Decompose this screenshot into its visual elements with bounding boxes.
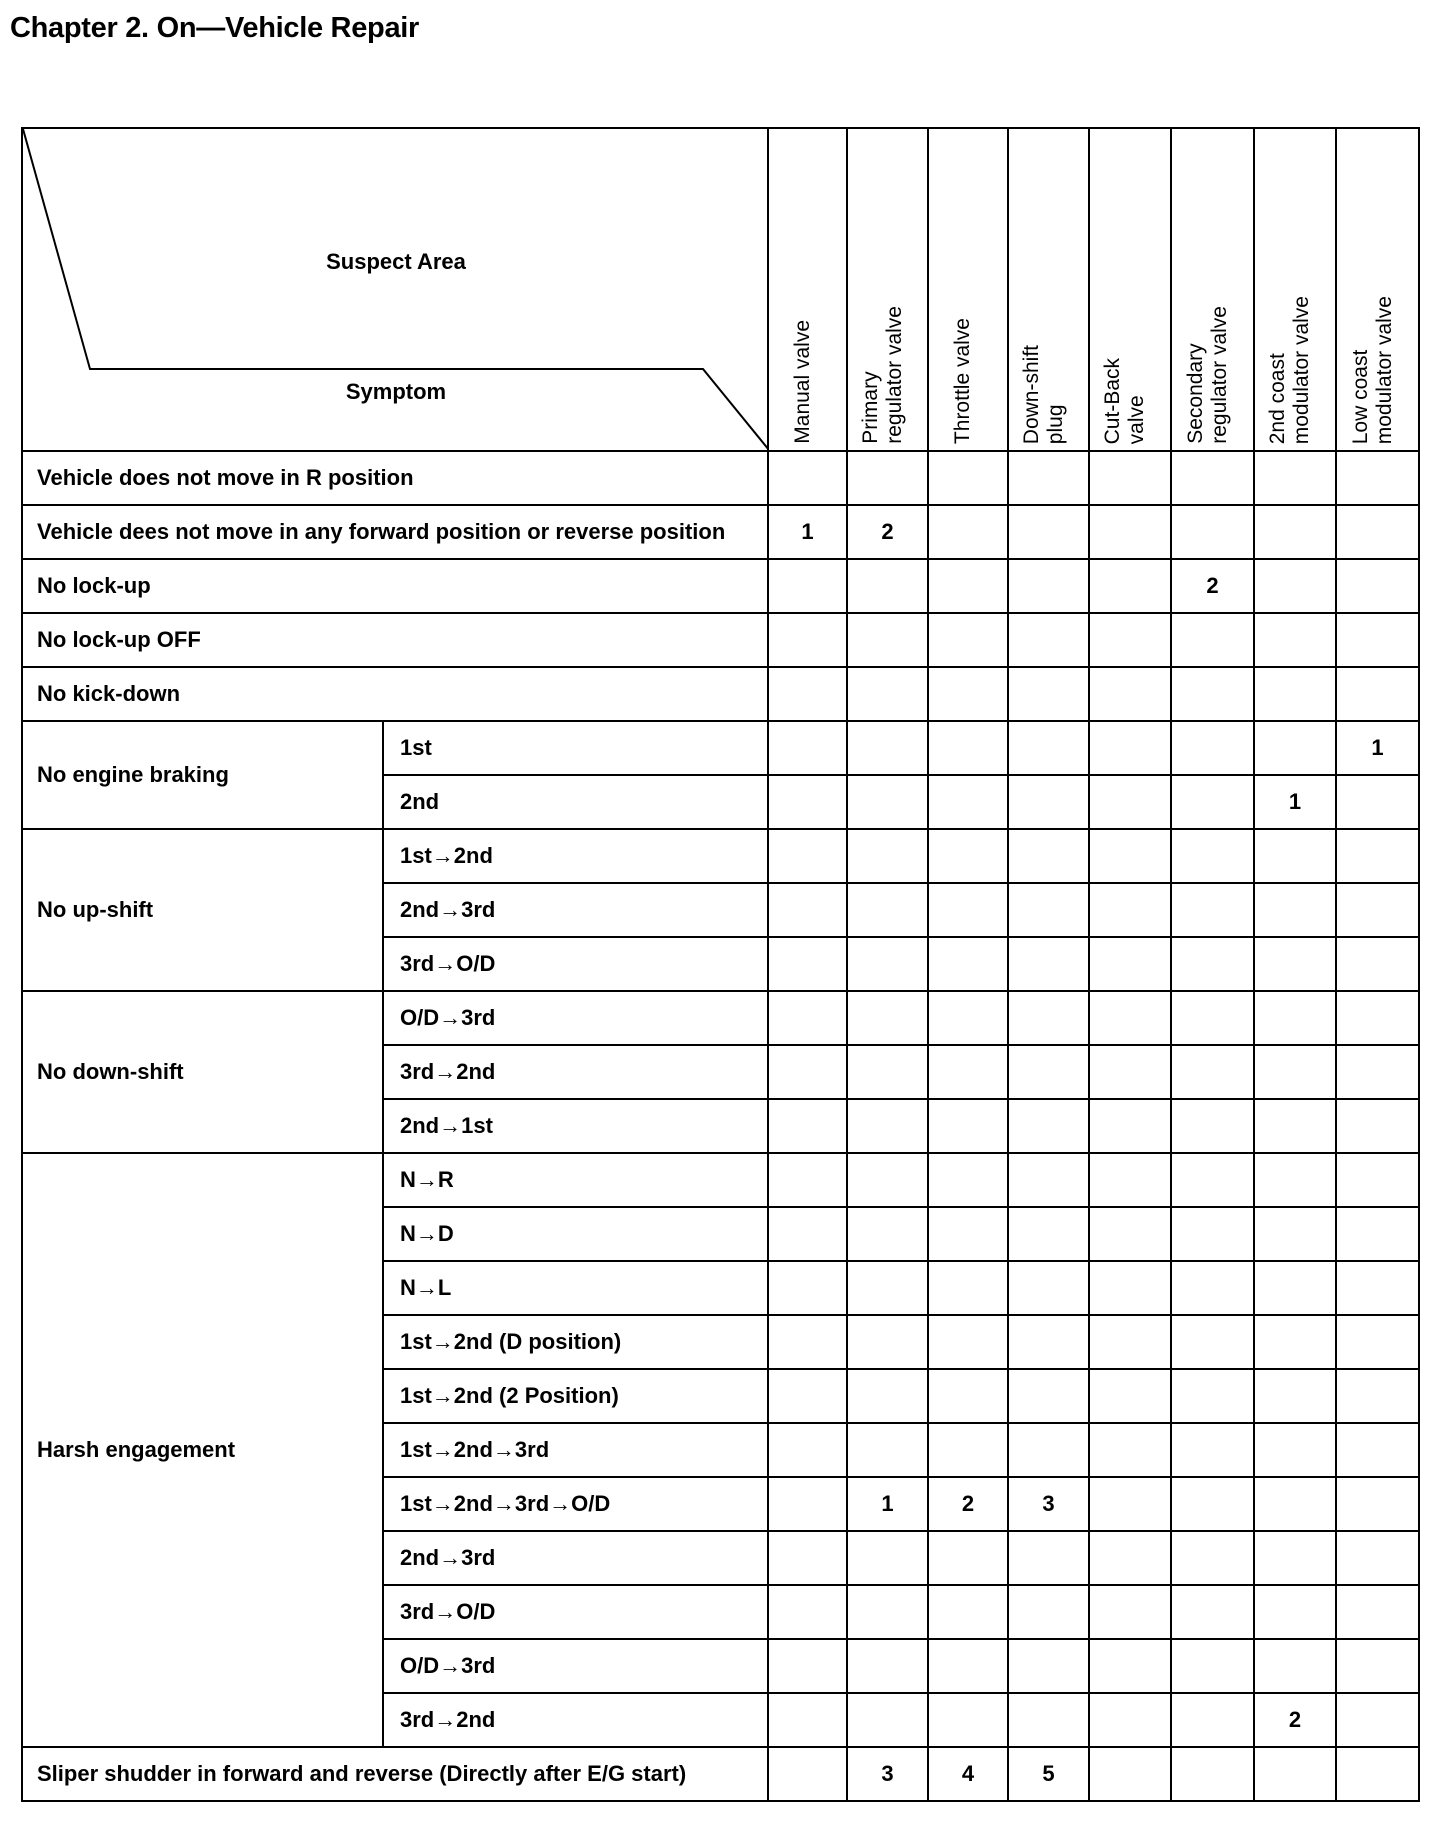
column-header-label: Down-shift plug (1019, 344, 1067, 444)
column-header-label: Secondary regulator valve (1183, 306, 1231, 444)
priority-cell (1008, 1369, 1089, 1423)
column-header (1171, 128, 1254, 451)
priority-cell (1336, 1207, 1419, 1261)
priority-cell (1336, 1315, 1419, 1369)
priority-cell (1171, 1423, 1254, 1477)
priority-cell (1254, 505, 1336, 559)
symptom-label: Symptom (345, 379, 447, 404)
priority-cell (1089, 1207, 1171, 1261)
column-header (1336, 128, 1419, 451)
condition-cell: N→R (383, 1153, 768, 1207)
priority-cell (1171, 1747, 1254, 1801)
priority-cell (1336, 1045, 1419, 1099)
priority-cell (1336, 1153, 1419, 1207)
priority-cell (1008, 937, 1089, 991)
priority-cell (1336, 1747, 1419, 1801)
priority-cell (768, 1045, 847, 1099)
priority-cell (1008, 991, 1089, 1045)
priority-cell (847, 1099, 928, 1153)
priority-cell (1089, 1693, 1171, 1747)
priority-cell: 4 (928, 1747, 1008, 1801)
table-row (22, 559, 1419, 613)
priority-cell (1336, 613, 1419, 667)
column-header (1008, 128, 1089, 451)
column-header (768, 128, 847, 451)
priority-cell (1254, 451, 1336, 505)
priority-cell (847, 559, 928, 613)
priority-cell (1008, 1423, 1089, 1477)
priority-cell (847, 1531, 928, 1585)
priority-cell (1171, 1153, 1254, 1207)
column-header-label: Primary regulator valve (858, 306, 906, 444)
priority-cell (768, 1423, 847, 1477)
priority-cell (1171, 1207, 1254, 1261)
column-header-label: Throttle valve (951, 317, 974, 444)
priority-cell (928, 613, 1008, 667)
priority-cell (928, 829, 1008, 883)
priority-cell (1336, 1369, 1419, 1423)
priority-cell (847, 1153, 928, 1207)
priority-cell (1254, 559, 1336, 613)
priority-cell (1089, 937, 1171, 991)
condition-cell: 1st→2nd (383, 829, 768, 883)
condition-cell: N→D (383, 1207, 768, 1261)
priority-cell (1008, 1693, 1089, 1747)
priority-cell (928, 1207, 1008, 1261)
priority-cell (1254, 829, 1336, 883)
priority-cell (928, 505, 1008, 559)
priority-cell (768, 991, 847, 1045)
priority-cell (1171, 1261, 1254, 1315)
priority-cell: 3 (1008, 1477, 1089, 1531)
column-header-label: 2nd coast modulator valve (1266, 295, 1313, 444)
symptom-cell: Vehicle does not move in R position (22, 451, 768, 505)
priority-cell (1336, 667, 1419, 721)
priority-cell (1336, 1531, 1419, 1585)
symptom-cell: No up-shift (22, 829, 383, 991)
priority-cell (768, 721, 847, 775)
priority-cell (1254, 1153, 1336, 1207)
table-row (22, 613, 1419, 667)
priority-cell (768, 1747, 847, 1801)
priority-cell (928, 1045, 1008, 1099)
priority-cell (1089, 1585, 1171, 1639)
condition-cell: 3rd→2nd (383, 1693, 768, 1747)
priority-cell (1171, 1693, 1254, 1747)
priority-cell (928, 1315, 1008, 1369)
priority-cell (768, 1639, 847, 1693)
column-header (1089, 128, 1171, 451)
priority-cell (1089, 667, 1171, 721)
priority-cell (847, 1585, 928, 1639)
priority-cell (1089, 559, 1171, 613)
priority-cell (1336, 937, 1419, 991)
priority-cell (1336, 829, 1419, 883)
symptom-cell: No kick-down (22, 667, 768, 721)
priority-cell (928, 1099, 1008, 1153)
priority-cell (847, 451, 928, 505)
priority-cell (1171, 1099, 1254, 1153)
priority-cell (1254, 1045, 1336, 1099)
priority-cell (1089, 1369, 1171, 1423)
priority-cell (847, 1207, 928, 1261)
table-row (22, 991, 1419, 1045)
priority-cell: 1 (768, 505, 847, 559)
priority-cell (1336, 1639, 1419, 1693)
priority-cell (1171, 667, 1254, 721)
priority-cell (928, 937, 1008, 991)
priority-cell: 1 (1254, 775, 1336, 829)
priority-cell (768, 613, 847, 667)
priority-cell (1336, 451, 1419, 505)
priority-cell (768, 1477, 847, 1531)
table-body (22, 451, 1419, 1801)
priority-cell (847, 613, 928, 667)
table-row (22, 505, 1419, 559)
priority-cell (847, 721, 928, 775)
priority-cell (1089, 1747, 1171, 1801)
priority-cell (768, 1531, 847, 1585)
priority-cell (1008, 451, 1089, 505)
priority-cell (1171, 883, 1254, 937)
priority-cell (1336, 1693, 1419, 1747)
priority-cell: 1 (1336, 721, 1419, 775)
condition-cell: N→L (383, 1261, 768, 1315)
priority-cell (1336, 1099, 1419, 1153)
priority-cell (928, 1369, 1008, 1423)
condition-cell: 1st→2nd→3rd→O/D (383, 1477, 768, 1531)
symptom-cell: No lock-up (22, 559, 768, 613)
priority-cell (1254, 1531, 1336, 1585)
priority-cell (1089, 1315, 1171, 1369)
priority-cell (1008, 1099, 1089, 1153)
condition-cell: 3rd→2nd (383, 1045, 768, 1099)
priority-cell (1089, 1045, 1171, 1099)
condition-cell: 2nd→1st (383, 1099, 768, 1153)
condition-cell: 1st→2nd (D position) (383, 1315, 768, 1369)
condition-cell: 1st (383, 721, 768, 775)
priority-cell (928, 721, 1008, 775)
priority-cell (1008, 1261, 1089, 1315)
priority-cell (1171, 937, 1254, 991)
symptom-cell: Vehicle dees not move in any forward position or reverse position (22, 505, 768, 559)
priority-cell (928, 1639, 1008, 1693)
priority-cell: 2 (847, 505, 928, 559)
priority-cell (1008, 883, 1089, 937)
priority-cell (847, 1423, 928, 1477)
priority-cell (1089, 1639, 1171, 1693)
priority-cell (1254, 1423, 1336, 1477)
priority-cell (768, 1099, 847, 1153)
priority-cell (847, 1369, 928, 1423)
condition-cell: 1st→2nd (2 Position) (383, 1369, 768, 1423)
priority-cell (1089, 1153, 1171, 1207)
condition-cell: 3rd→O/D (383, 937, 768, 991)
priority-cell (1171, 991, 1254, 1045)
troubleshooting-table (21, 127, 1420, 1802)
priority-cell (1089, 451, 1171, 505)
priority-cell (1008, 1585, 1089, 1639)
priority-cell (1008, 1045, 1089, 1099)
priority-cell (1008, 1207, 1089, 1261)
priority-cell (928, 451, 1008, 505)
priority-cell (928, 991, 1008, 1045)
priority-cell (1089, 505, 1171, 559)
column-header (928, 128, 1008, 451)
priority-cell (1171, 1531, 1254, 1585)
priority-cell (768, 883, 847, 937)
priority-cell (847, 1693, 928, 1747)
priority-cell (1254, 721, 1336, 775)
priority-cell (1171, 721, 1254, 775)
priority-cell (1008, 559, 1089, 613)
priority-cell (1089, 991, 1171, 1045)
priority-cell (1171, 505, 1254, 559)
priority-cell (1171, 1585, 1254, 1639)
priority-cell (928, 1531, 1008, 1585)
priority-cell (1008, 829, 1089, 883)
column-header-label: Manual valve (790, 320, 814, 444)
priority-cell (1008, 1153, 1089, 1207)
symptom-cell: No lock-up OFF (22, 613, 768, 667)
table-row (22, 667, 1419, 721)
priority-cell (928, 667, 1008, 721)
priority-cell (1089, 721, 1171, 775)
condition-cell: 2nd→3rd (383, 883, 768, 937)
priority-cell (1008, 775, 1089, 829)
priority-cell (1336, 883, 1419, 937)
priority-cell (1089, 829, 1171, 883)
header-row (22, 128, 1419, 451)
priority-cell (768, 1261, 847, 1315)
priority-cell (847, 991, 928, 1045)
priority-cell (847, 829, 928, 883)
symptom-cell: No engine braking (22, 721, 383, 829)
priority-cell (847, 1045, 928, 1099)
priority-cell (1171, 1045, 1254, 1099)
priority-cell (928, 883, 1008, 937)
priority-cell (1171, 1315, 1254, 1369)
priority-cell (768, 1585, 847, 1639)
column-header (847, 128, 928, 451)
condition-cell: 1st→2nd→3rd (383, 1423, 768, 1477)
table-row (22, 1153, 1419, 1207)
priority-cell (847, 883, 928, 937)
priority-cell (928, 1153, 1008, 1207)
priority-cell (1336, 1477, 1419, 1531)
priority-cell (847, 775, 928, 829)
priority-cell (1008, 613, 1089, 667)
priority-cell (1008, 667, 1089, 721)
table-row (22, 721, 1419, 775)
priority-cell (768, 667, 847, 721)
priority-cell (1336, 1423, 1419, 1477)
priority-cell (1089, 883, 1171, 937)
priority-cell (1336, 1261, 1419, 1315)
priority-cell (1254, 1585, 1336, 1639)
priority-cell (768, 1207, 847, 1261)
condition-cell: 2nd→3rd (383, 1531, 768, 1585)
priority-cell (847, 667, 928, 721)
priority-cell (1254, 1639, 1336, 1693)
priority-cell (1254, 937, 1336, 991)
priority-cell (1254, 1207, 1336, 1261)
priority-cell (768, 559, 847, 613)
priority-cell (1089, 1477, 1171, 1531)
priority-cell (1254, 1477, 1336, 1531)
priority-cell (1089, 613, 1171, 667)
priority-cell (768, 775, 847, 829)
priority-cell (768, 1693, 847, 1747)
priority-cell (1336, 505, 1419, 559)
priority-cell (768, 829, 847, 883)
priority-cell (1254, 1315, 1336, 1369)
priority-cell (928, 1261, 1008, 1315)
priority-cell (1089, 1531, 1171, 1585)
priority-cell (928, 1585, 1008, 1639)
symptom-cell: Sliper shudder in forward and reverse (Directly after E/G start) (22, 1747, 768, 1801)
priority-cell (768, 937, 847, 991)
priority-cell: 1 (847, 1477, 928, 1531)
priority-cell (1336, 775, 1419, 829)
priority-cell (1171, 1369, 1254, 1423)
priority-cell: 3 (847, 1747, 928, 1801)
priority-cell (1336, 559, 1419, 613)
priority-cell (1254, 1369, 1336, 1423)
table-row (22, 1747, 1419, 1801)
symptom-cell: Harsh engagement (22, 1153, 383, 1747)
priority-cell (1008, 1639, 1089, 1693)
column-header-label: Cut-Back valve (1101, 357, 1148, 444)
priority-cell (928, 1693, 1008, 1747)
priority-cell (928, 1423, 1008, 1477)
priority-cell (847, 937, 928, 991)
symptom-cell: No down-shift (22, 991, 383, 1153)
suspect-area-label: Suspect Area (326, 249, 466, 274)
priority-cell (1254, 883, 1336, 937)
priority-cell (1171, 451, 1254, 505)
table-row (22, 829, 1419, 883)
priority-cell (1089, 1423, 1171, 1477)
column-header-label: Low coast modulator valve (1348, 295, 1396, 444)
priority-cell (1089, 1261, 1171, 1315)
priority-cell (1171, 775, 1254, 829)
priority-cell (847, 1315, 928, 1369)
priority-cell (768, 1369, 847, 1423)
priority-cell (1008, 1531, 1089, 1585)
priority-cell (928, 559, 1008, 613)
priority-cell (768, 1153, 847, 1207)
condition-cell: O/D→3rd (383, 1639, 768, 1693)
priority-cell: 2 (1254, 1693, 1336, 1747)
priority-cell (1171, 1477, 1254, 1531)
priority-cell (1336, 1585, 1419, 1639)
page-title: Chapter 2. On—Vehicle Repair (10, 12, 420, 44)
priority-cell (1336, 991, 1419, 1045)
priority-cell (1254, 667, 1336, 721)
priority-cell: 5 (1008, 1747, 1089, 1801)
priority-cell (1089, 775, 1171, 829)
priority-cell (928, 775, 1008, 829)
priority-cell (1008, 505, 1089, 559)
header-corner-cell (22, 128, 768, 451)
condition-cell: O/D→3rd (383, 991, 768, 1045)
priority-cell (1254, 1747, 1336, 1801)
priority-cell (1254, 1261, 1336, 1315)
priority-cell: 2 (1171, 559, 1254, 613)
priority-cell (1171, 829, 1254, 883)
table-row (22, 451, 1419, 505)
priority-cell (768, 1315, 847, 1369)
priority-cell (1171, 1639, 1254, 1693)
priority-cell (1254, 991, 1336, 1045)
priority-cell (1008, 721, 1089, 775)
condition-cell: 3rd→O/D (383, 1585, 768, 1639)
priority-cell (1254, 1099, 1336, 1153)
priority-cell (1171, 613, 1254, 667)
priority-cell: 2 (928, 1477, 1008, 1531)
priority-cell (1089, 1099, 1171, 1153)
column-header (1254, 128, 1336, 451)
priority-cell (768, 451, 847, 505)
priority-cell (1008, 1315, 1089, 1369)
priority-cell (847, 1639, 928, 1693)
condition-cell: 2nd (383, 775, 768, 829)
priority-cell (1254, 613, 1336, 667)
priority-cell (847, 1261, 928, 1315)
